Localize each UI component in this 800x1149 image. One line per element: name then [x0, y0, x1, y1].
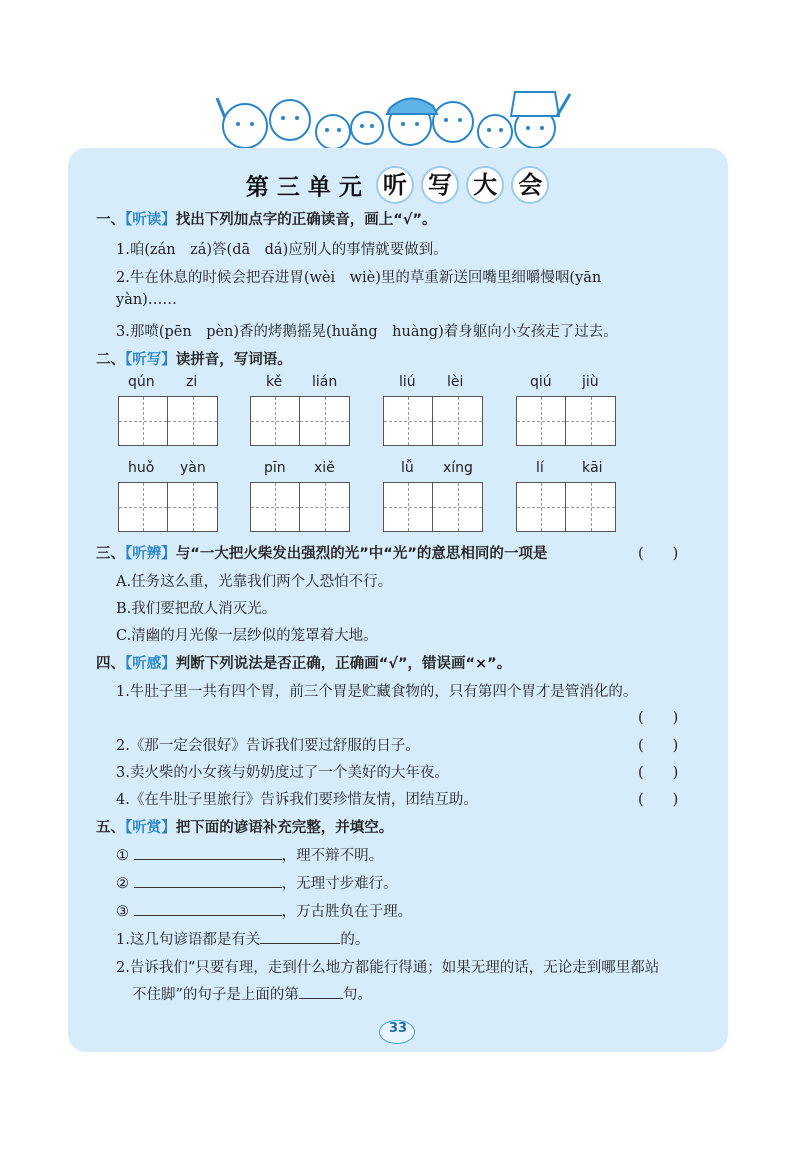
section5-heading [96, 816, 393, 837]
question-2-line-2 [132, 983, 372, 1004]
writing-cell[interactable] [566, 396, 616, 446]
writing-cell[interactable] [300, 482, 350, 532]
pinyin: jiù [582, 374, 599, 390]
proverb-number: ③ [116, 904, 129, 920]
judge-item-3: 3.卖火柴的小女孩与奶奶度过了一个美好的大年夜。 [116, 765, 449, 781]
option-a: A.任务这么重，光靠我们两个人恐怕不行。 [116, 574, 393, 590]
worksheet-panel [68, 148, 728, 1052]
judge-item-2: 2.《那一定会很好》告诉我们要过舒服的日子。 [116, 738, 420, 754]
section4-tag: 【听感】 [125, 656, 176, 672]
title-unit: 第三单元 [245, 174, 370, 201]
judge-item-1: 1.牛肚子里一共有四个胃，前三个胃是贮藏食物的，只有第四个胃才是管消化的。 [116, 684, 638, 700]
section3-heading [96, 542, 547, 563]
writing-cell[interactable] [516, 396, 566, 446]
question-2-line-1: 2.告诉我们“只要有理，走到什么地方都能行得通；如果无理的话，无论走到哪里都站 [116, 960, 660, 976]
proverb-number: ② [116, 876, 129, 892]
section4-text: 判断下列说法是否正确，正确画“√”，错误画“×”。 [175, 656, 512, 672]
pinyin: lián [312, 374, 338, 390]
answer-parentheses[interactable]: ( ) [638, 792, 679, 808]
pinyin: kāi [582, 460, 603, 476]
proverb-blank[interactable] [134, 901, 282, 916]
answer-blank[interactable] [260, 929, 340, 944]
section2-text: 读拼音，写词语。 [175, 352, 292, 368]
writing-cell[interactable] [168, 482, 218, 532]
proverb-blank[interactable] [134, 873, 282, 888]
pinyin: lí [536, 460, 544, 476]
question-2-end: 句。 [342, 987, 372, 1003]
proverb-text: ，万古胜负在于理。 [281, 904, 413, 920]
title-char-2: 写 [421, 166, 459, 204]
section2-heading [96, 348, 292, 369]
section1-item-2: 2.牛在休息的时候会把吞进胃(wèi wiè)里的草重新送回嘴里细嚼慢咽(yān [116, 270, 602, 286]
answer-parentheses[interactable]: ( ) [638, 765, 679, 781]
section4-label: 四、 [96, 656, 125, 672]
section1-text: 找出下列加点字的正确读音，画上“√”。 [175, 212, 437, 228]
proverb-1 [116, 844, 383, 865]
section2-tag: 【听写】 [125, 352, 176, 368]
pinyin: lèi [447, 374, 464, 390]
proverb-3 [116, 900, 412, 921]
writing-cell[interactable] [516, 482, 566, 532]
writing-cell[interactable] [383, 482, 433, 532]
question-1-end: 的。 [340, 932, 370, 948]
proverb-blank[interactable] [134, 845, 282, 860]
pinyin: qiú [530, 374, 552, 390]
section1-tag: 【听读】 [125, 212, 176, 228]
title-char-4: 会 [511, 166, 549, 204]
pinyin: liú [399, 374, 416, 390]
pinyin: yàn [180, 460, 206, 476]
proverb-text: ，无理寸步难行。 [281, 876, 398, 892]
proverb-number: ① [116, 848, 129, 864]
writing-cell[interactable] [300, 396, 350, 446]
answer-parentheses[interactable]: ( ) [638, 738, 679, 754]
writing-cell[interactable] [118, 482, 168, 532]
option-b: B.我们要把敌人消灭光。 [116, 601, 277, 617]
pinyin: kě [266, 374, 283, 390]
writing-cell[interactable] [566, 482, 616, 532]
section3-label: 三、 [96, 546, 125, 562]
section5-label: 五、 [96, 820, 125, 836]
answer-parentheses[interactable]: ( ) [638, 546, 679, 562]
section4-heading [96, 652, 511, 673]
answer-parentheses[interactable]: ( ) [638, 710, 679, 726]
writing-cell[interactable] [250, 482, 300, 532]
pinyin: huǒ [128, 460, 155, 476]
section1-item-2-cont: yàn)…… [116, 292, 177, 308]
question-1 [116, 928, 369, 949]
section1-item-3: 3.那喷(pēn pèn)香的烤鹅摇晃(huǎng huàng)着身躯向小女孩走了过去。 [116, 324, 618, 340]
option-c: C.清幽的月光像一层纱似的笼罩着大地。 [116, 628, 378, 644]
question-1-text: 1.这几句谚语都是有关 [116, 932, 261, 948]
proverb-text: ，理不辩不明。 [281, 848, 384, 864]
writing-cell[interactable] [433, 396, 483, 446]
section3-text: 与“一大把火柴发出强烈的光”中“光”的意思相同的一项是 [175, 546, 548, 562]
section5-text: 把下面的谚语补充完整，并填空。 [175, 820, 394, 836]
pinyin: zi [186, 374, 198, 390]
writing-cell[interactable] [383, 396, 433, 446]
writing-cell[interactable] [118, 396, 168, 446]
writing-cell[interactable] [168, 396, 218, 446]
section2-label: 二、 [96, 352, 125, 368]
title-char-3: 大 [466, 166, 504, 204]
section1-item-1: 1.咱(zán zá)答(dā dá)应别人的事情就要做到。 [116, 242, 448, 258]
section5-tag: 【听赏】 [125, 820, 176, 836]
section3-tag: 【听辨】 [125, 546, 176, 562]
pinyin: lǚ [401, 460, 414, 476]
section1-label: 一、 [96, 212, 125, 228]
writing-cell[interactable] [250, 396, 300, 446]
answer-blank[interactable] [299, 984, 343, 999]
page-number: 33 [388, 1021, 408, 1036]
proverb-2 [116, 872, 398, 893]
page-title [68, 166, 728, 204]
writing-cell[interactable] [433, 482, 483, 532]
pinyin: pīn [264, 460, 286, 476]
pinyin: xiě [314, 460, 335, 476]
question-2-text: 不住脚”的句子是上面的第 [132, 987, 299, 1003]
pinyin: xíng [443, 460, 473, 476]
pinyin: qún [128, 374, 155, 390]
section1-heading [96, 208, 436, 229]
title-char-1: 听 [376, 166, 414, 204]
judge-item-4: 4.《在牛肚子里旅行》告诉我们要珍惜友情，团结互助。 [116, 792, 478, 808]
